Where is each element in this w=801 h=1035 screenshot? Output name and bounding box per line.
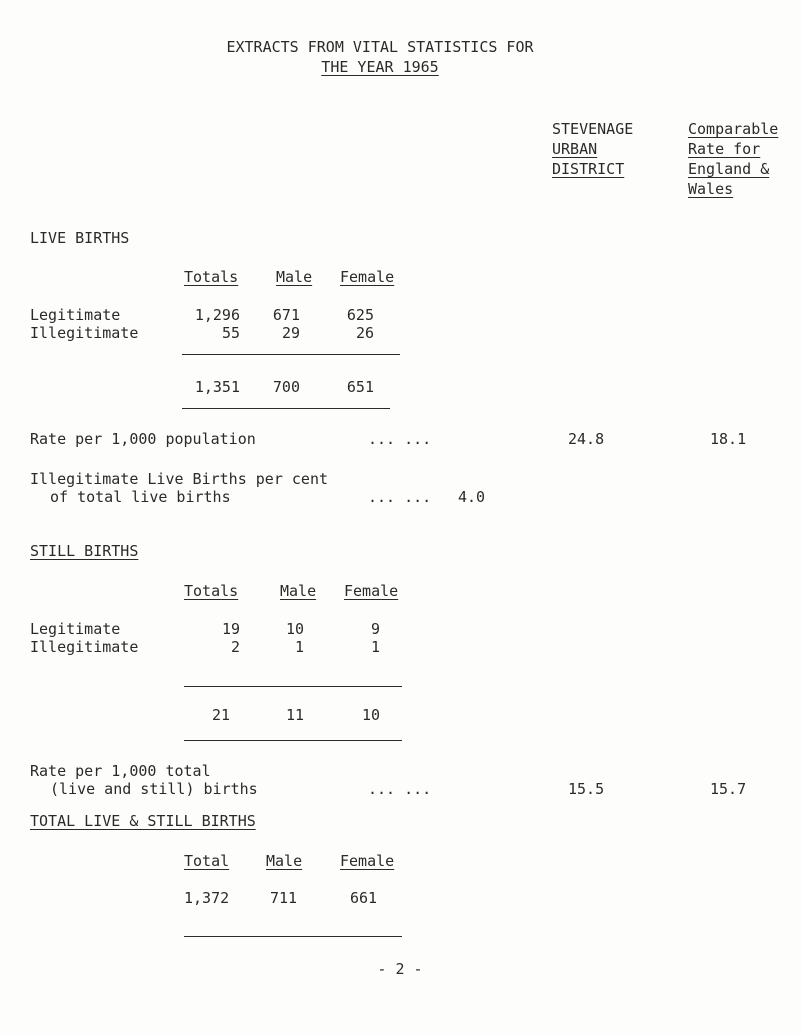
still-female-header: Female: [344, 582, 399, 600]
sum-female: 10: [361, 706, 380, 724]
sum-rule-top: [182, 354, 400, 355]
live-female-header: Female: [340, 268, 395, 286]
total-female-value: 661: [350, 889, 378, 907]
row-totals: 1,296: [194, 306, 240, 324]
live-births-heading: LIVE BIRTHS: [30, 229, 130, 247]
page-number: - 2 -: [377, 960, 423, 978]
live-rate-stevenage: 24.8: [568, 430, 605, 448]
total-male-header: Male: [266, 852, 303, 870]
sum-male: 700: [272, 378, 300, 396]
still-rate-label-2: (live and still) births: [50, 780, 258, 798]
row-totals: 2: [230, 638, 240, 656]
total-value: 1,372: [184, 889, 230, 907]
row-label: Legitimate: [30, 306, 121, 324]
row-male: 29: [281, 324, 300, 342]
live-rate-label: Rate per 1,000 population: [30, 430, 256, 448]
row-label: Illegitimate: [30, 324, 139, 342]
comparable-heading-1: Comparable: [688, 120, 779, 138]
live-totals-header: Totals: [184, 268, 239, 286]
sum-rule-bottom: [184, 740, 402, 741]
sum-totals: 21: [211, 706, 230, 724]
comparable-heading-4: Wales: [688, 180, 734, 198]
row-label: Legitimate: [30, 620, 121, 638]
row-female: 26: [355, 324, 374, 342]
row-male: 671: [272, 306, 300, 324]
still-rate-label-1: Rate per 1,000 total: [30, 762, 211, 780]
still-totals-header: Totals: [184, 582, 239, 600]
live-rate-dots: ... ...: [368, 430, 432, 448]
comparable-heading-2: Rate for: [688, 140, 761, 158]
sum-totals: 1,351: [194, 378, 240, 396]
total-rule: [184, 936, 402, 937]
row-male: 10: [285, 620, 304, 638]
live-male-header: Male: [276, 268, 313, 286]
sum-rule-bottom: [182, 408, 390, 409]
illegitimate-percent-dots: ... ...: [368, 488, 432, 506]
still-rate-england: 15.7: [710, 780, 747, 798]
total-total-header: Total: [184, 852, 230, 870]
row-male: 1: [294, 638, 304, 656]
still-rate-dots: ... ...: [368, 780, 432, 798]
total-births-heading: TOTAL LIVE & STILL BIRTHS: [30, 812, 256, 830]
row-female: 1: [370, 638, 380, 656]
still-rate-stevenage: 15.5: [568, 780, 605, 798]
illegitimate-percent-stevenage: 4.0: [458, 488, 486, 506]
live-rate-england: 18.1: [710, 430, 747, 448]
total-male-value: 711: [270, 889, 298, 907]
still-male-header: Male: [280, 582, 317, 600]
row-female: 625: [346, 306, 374, 324]
sum-rule-top: [184, 686, 402, 687]
still-births-heading: STILL BIRTHS: [30, 542, 139, 560]
stevenage-heading-1: STEVENAGE: [552, 120, 634, 138]
sum-female: 651: [346, 378, 374, 396]
title-line-2: THE YEAR 1965: [321, 58, 439, 76]
row-totals: 19: [221, 620, 240, 638]
title-line-1: EXTRACTS FROM VITAL STATISTICS FOR: [226, 38, 534, 56]
sum-male: 11: [285, 706, 304, 724]
illegitimate-percent-label-2: of total live births: [50, 488, 231, 506]
row-label: Illegitimate: [30, 638, 139, 656]
stevenage-heading-2: URBAN: [552, 140, 598, 158]
total-female-header: Female: [340, 852, 395, 870]
illegitimate-percent-label-1: Illegitimate Live Births per cent: [30, 470, 329, 488]
comparable-heading-3: England &: [688, 160, 770, 178]
row-totals: 55: [221, 324, 240, 342]
row-female: 9: [370, 620, 380, 638]
stevenage-heading-3: DISTRICT: [552, 160, 625, 178]
